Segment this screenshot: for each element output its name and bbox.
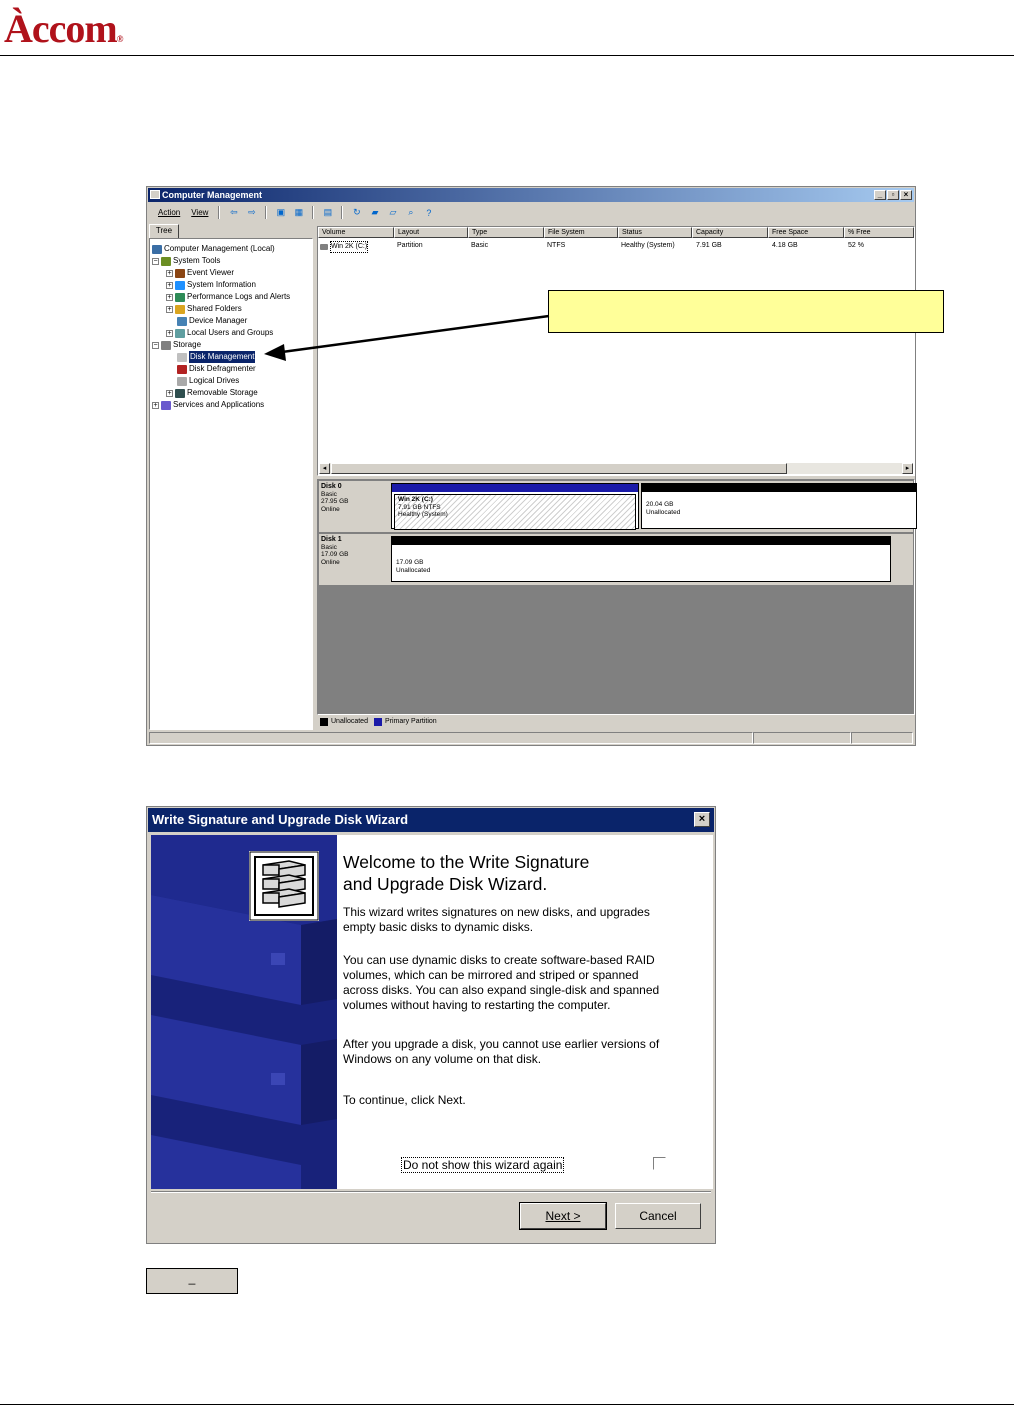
footer-rule	[0, 1404, 1014, 1405]
tree-item-label: System Tools	[173, 256, 221, 265]
cell-percent-free: 52 %	[848, 242, 864, 249]
tree-item-services-applications[interactable]	[152, 399, 264, 411]
computer-icon	[152, 245, 162, 254]
disk-name: Disk 1	[321, 536, 342, 543]
partition-unallocated[interactable]	[641, 483, 917, 529]
primary-partition-band	[392, 484, 638, 492]
defragmenter-icon	[177, 365, 187, 374]
partition-status: Healthy (System)	[398, 511, 448, 518]
tree-item-label: Performance Logs and Alerts	[187, 292, 291, 301]
shared-folder-icon	[175, 305, 185, 314]
status-panel	[149, 732, 753, 744]
disk-0-row	[319, 481, 913, 532]
disk-type: Basic	[321, 543, 337, 551]
wizard-content	[337, 835, 713, 1189]
cm-title-text: Computer Management	[162, 190, 263, 200]
column-header-type[interactable]: Type	[468, 227, 544, 238]
primary-swatch	[374, 718, 382, 726]
column-header-layout[interactable]: Layout	[394, 227, 468, 238]
small-button[interactable]: _	[146, 1268, 238, 1294]
status-panel	[851, 732, 913, 744]
toolbar-separator	[265, 206, 267, 219]
text-line: volumes without having to restarting the computer.	[343, 998, 611, 1012]
tree-item-performance-logs[interactable]	[166, 291, 290, 303]
tree-item-label: Computer Management (Local)	[164, 244, 275, 253]
toolbar-separator	[312, 206, 314, 219]
partition-size: 7.91 GB NTFS	[398, 503, 441, 511]
disk-type: Basic	[321, 490, 337, 498]
next-button[interactable]	[520, 1203, 606, 1229]
menu-action[interactable]: Action	[158, 208, 181, 217]
expand-icon[interactable]: +	[167, 305, 172, 313]
expand-icon[interactable]: +	[153, 401, 158, 409]
tree-item-label: Shared Folders	[187, 304, 242, 313]
tree-item-system-tools[interactable]	[152, 255, 220, 267]
tree-item-local-users[interactable]	[166, 327, 273, 339]
wizard-intro-text	[343, 905, 683, 935]
close-icon[interactable]: ×	[694, 812, 710, 827]
expand-icon[interactable]: +	[167, 281, 172, 289]
text-line: empty basic disks to dynamic disks.	[343, 920, 534, 934]
text-line: After you upgrade a disk, you cannot use earlier versions of	[343, 1037, 660, 1051]
event-viewer-icon	[175, 269, 185, 278]
disk-graph-pane	[317, 479, 915, 715]
minimize-button[interactable]: _	[874, 190, 886, 200]
performance-icon	[175, 293, 185, 302]
cm-title-bar[interactable]	[148, 188, 914, 202]
partition-size: 20.04 GB	[646, 501, 674, 508]
header-rule	[0, 55, 1014, 56]
text-line: volumes, which can be mirrored and striped or spanned	[343, 968, 639, 982]
status-panel	[753, 732, 851, 744]
text-line: This wizard writes signatures on new disks, and upgrades	[343, 905, 650, 919]
legend-unallocated: Unallocated	[331, 718, 368, 725]
cancel-button[interactable]: Cancel	[615, 1203, 701, 1229]
disk-state: Online	[321, 558, 340, 566]
menu-view[interactable]: View	[191, 208, 209, 217]
search-icon[interactable]: ⌕	[408, 207, 414, 217]
volume-list	[317, 226, 915, 476]
text-line: across disks. You can also expand single-disk and spanned	[343, 983, 660, 997]
disk-size: 17.09 GB	[321, 551, 349, 558]
up-folder-icon[interactable]: ▣	[276, 207, 286, 217]
toolbar-separator	[341, 206, 343, 219]
tree-item-disk-management[interactable]	[177, 351, 255, 363]
tree-item-storage[interactable]	[152, 339, 201, 351]
tree-item-label: Logical Drives	[189, 376, 240, 385]
logo-text: Àccom	[4, 6, 117, 51]
wizard-continue-text: To continue, click Next.	[343, 1093, 466, 1107]
users-icon	[175, 329, 185, 338]
collapse-icon[interactable]: −	[153, 257, 158, 265]
unallocated-swatch	[320, 718, 328, 726]
collapse-icon[interactable]: −	[153, 341, 158, 349]
tree-item-event-viewer[interactable]	[166, 267, 234, 279]
horizontal-scrollbar[interactable]	[319, 463, 913, 474]
open-folder-icon[interactable]: ▱	[389, 207, 397, 217]
cm-menubar	[148, 204, 914, 221]
cell-type: Basic	[471, 242, 489, 249]
disk-state: Online	[321, 505, 340, 513]
system-info-icon	[175, 281, 185, 290]
show-tree-icon[interactable]: ▦	[294, 207, 304, 217]
disk-stack-icon	[249, 851, 319, 921]
cell-layout: Partition	[397, 242, 423, 249]
disk-icon[interactable]: ▰	[371, 207, 379, 217]
dont-show-again-label[interactable]: Do not show this wizard again	[403, 1158, 563, 1172]
wizard-title: Write Signature and Upgrade Disk Wizard	[152, 812, 409, 827]
wizard-raid-text	[343, 953, 683, 1013]
tree-item-label: Local Users and Groups	[187, 328, 274, 337]
column-header-volume[interactable]: Volume	[318, 227, 394, 238]
tree-item-label: Disk Management	[190, 352, 255, 361]
unallocated-band	[392, 537, 890, 545]
expand-icon[interactable]: +	[167, 389, 172, 397]
tree-item-label: System Information	[187, 280, 256, 289]
dont-show-again-checkbox[interactable]	[653, 1157, 666, 1170]
heading-line: Welcome to the Write Signature	[343, 852, 590, 872]
tree-item-logical-drives[interactable]	[177, 375, 239, 387]
computer-management-icon	[150, 190, 160, 199]
services-icon	[161, 401, 171, 410]
tree-item-label: Removable Storage	[187, 388, 258, 397]
removable-storage-icon	[175, 389, 185, 398]
wizard-title-bar[interactable]	[148, 808, 714, 832]
wizard-separator	[151, 1191, 711, 1193]
registered-mark: ®	[116, 34, 123, 44]
expand-icon[interactable]: +	[167, 329, 172, 337]
scroll-thumb[interactable]	[331, 463, 787, 474]
forward-arrow-icon[interactable]: ⇨	[248, 207, 256, 217]
help-icon[interactable]: ?	[426, 207, 432, 218]
tree-item-computer-management[interactable]	[152, 243, 275, 255]
legend	[317, 715, 918, 728]
legend-primary: Primary Partition	[384, 718, 437, 725]
tree-item-system-information[interactable]	[166, 279, 256, 291]
accom-logo	[4, 2, 122, 66]
cell-status: Healthy (System)	[621, 242, 675, 249]
disk-management-icon	[177, 353, 187, 362]
tree-item-label: Device Manager	[189, 316, 248, 325]
expand-icon[interactable]: +	[167, 269, 172, 277]
tree-item-label: Storage	[173, 340, 202, 349]
tree-tab[interactable]: Tree	[149, 224, 179, 239]
partition-status: Unallocated	[396, 566, 431, 574]
tools-icon	[161, 257, 171, 266]
cell-file-system: NTFS	[547, 242, 566, 249]
cell-capacity: 7.91 GB	[696, 242, 722, 249]
disk-1-info[interactable]	[321, 536, 387, 566]
heading-line: and Upgrade Disk Wizard.	[343, 874, 548, 894]
status-bar	[149, 732, 913, 744]
tree-item-label: Disk Defragmenter	[189, 364, 256, 373]
tree-item-removable-storage[interactable]	[166, 387, 258, 399]
expand-icon[interactable]: +	[167, 293, 172, 301]
next-button-label: Next >	[545, 1209, 581, 1223]
column-header-percent-free[interactable]: % Free	[844, 227, 914, 238]
storage-icon	[161, 341, 171, 350]
properties-icon[interactable]: ▤	[323, 207, 333, 217]
scroll-left-icon[interactable]: ◂	[319, 463, 330, 474]
column-header-free-space[interactable]: Free Space	[768, 227, 844, 238]
close-button[interactable]: ×	[900, 190, 912, 200]
unallocated-band	[642, 484, 916, 492]
tree-item-disk-defragmenter[interactable]	[177, 363, 256, 375]
partition-title: Win 2K (C:)	[398, 496, 433, 503]
tree-pane	[149, 238, 313, 730]
text-line: You can use dynamic disks to create software-based RAID	[343, 953, 655, 967]
wizard-side-banner	[151, 835, 337, 1189]
wizard-warning-text	[343, 1037, 683, 1067]
callout-box	[548, 290, 944, 333]
volume-icon	[320, 244, 328, 250]
tree-item-shared-folders[interactable]	[166, 303, 242, 315]
maximize-button[interactable]: ▫	[887, 190, 899, 200]
toolbar-separator	[218, 206, 220, 219]
cell-free-space: 4.18 GB	[772, 242, 798, 249]
disk-1-row	[319, 534, 913, 585]
partition-win2k-c[interactable]	[391, 483, 639, 529]
partition-status: Unallocated	[646, 508, 681, 516]
disk-name: Disk 0	[321, 483, 342, 490]
refresh-icon[interactable]: ↻	[353, 207, 361, 217]
partition-size: 17.09 GB	[396, 559, 424, 566]
cell-volume: Win 2K (C:)	[330, 241, 368, 253]
tree-item-label: Services and Applications	[173, 400, 265, 409]
device-manager-icon	[177, 317, 187, 326]
disk-0-info[interactable]	[321, 483, 387, 513]
scroll-right-icon[interactable]: ▸	[902, 463, 913, 474]
partition-unallocated[interactable]	[391, 536, 891, 582]
text-line: Windows on any volume on that disk.	[343, 1052, 542, 1066]
disk-size: 27.95 GB	[321, 498, 349, 505]
tree-item-label: Event Viewer	[187, 268, 234, 277]
logical-drives-icon	[177, 377, 187, 386]
tree-item-device-manager[interactable]	[177, 315, 247, 327]
upgrade-disk-wizard-dialog	[146, 806, 716, 1244]
column-header-capacity[interactable]: Capacity	[692, 227, 768, 238]
wizard-heading	[343, 851, 683, 895]
column-header-file-system[interactable]: File System	[544, 227, 618, 238]
back-arrow-icon[interactable]: ⇦	[230, 207, 238, 217]
column-header-status[interactable]: Status	[618, 227, 692, 238]
computer-management-window	[146, 186, 916, 746]
